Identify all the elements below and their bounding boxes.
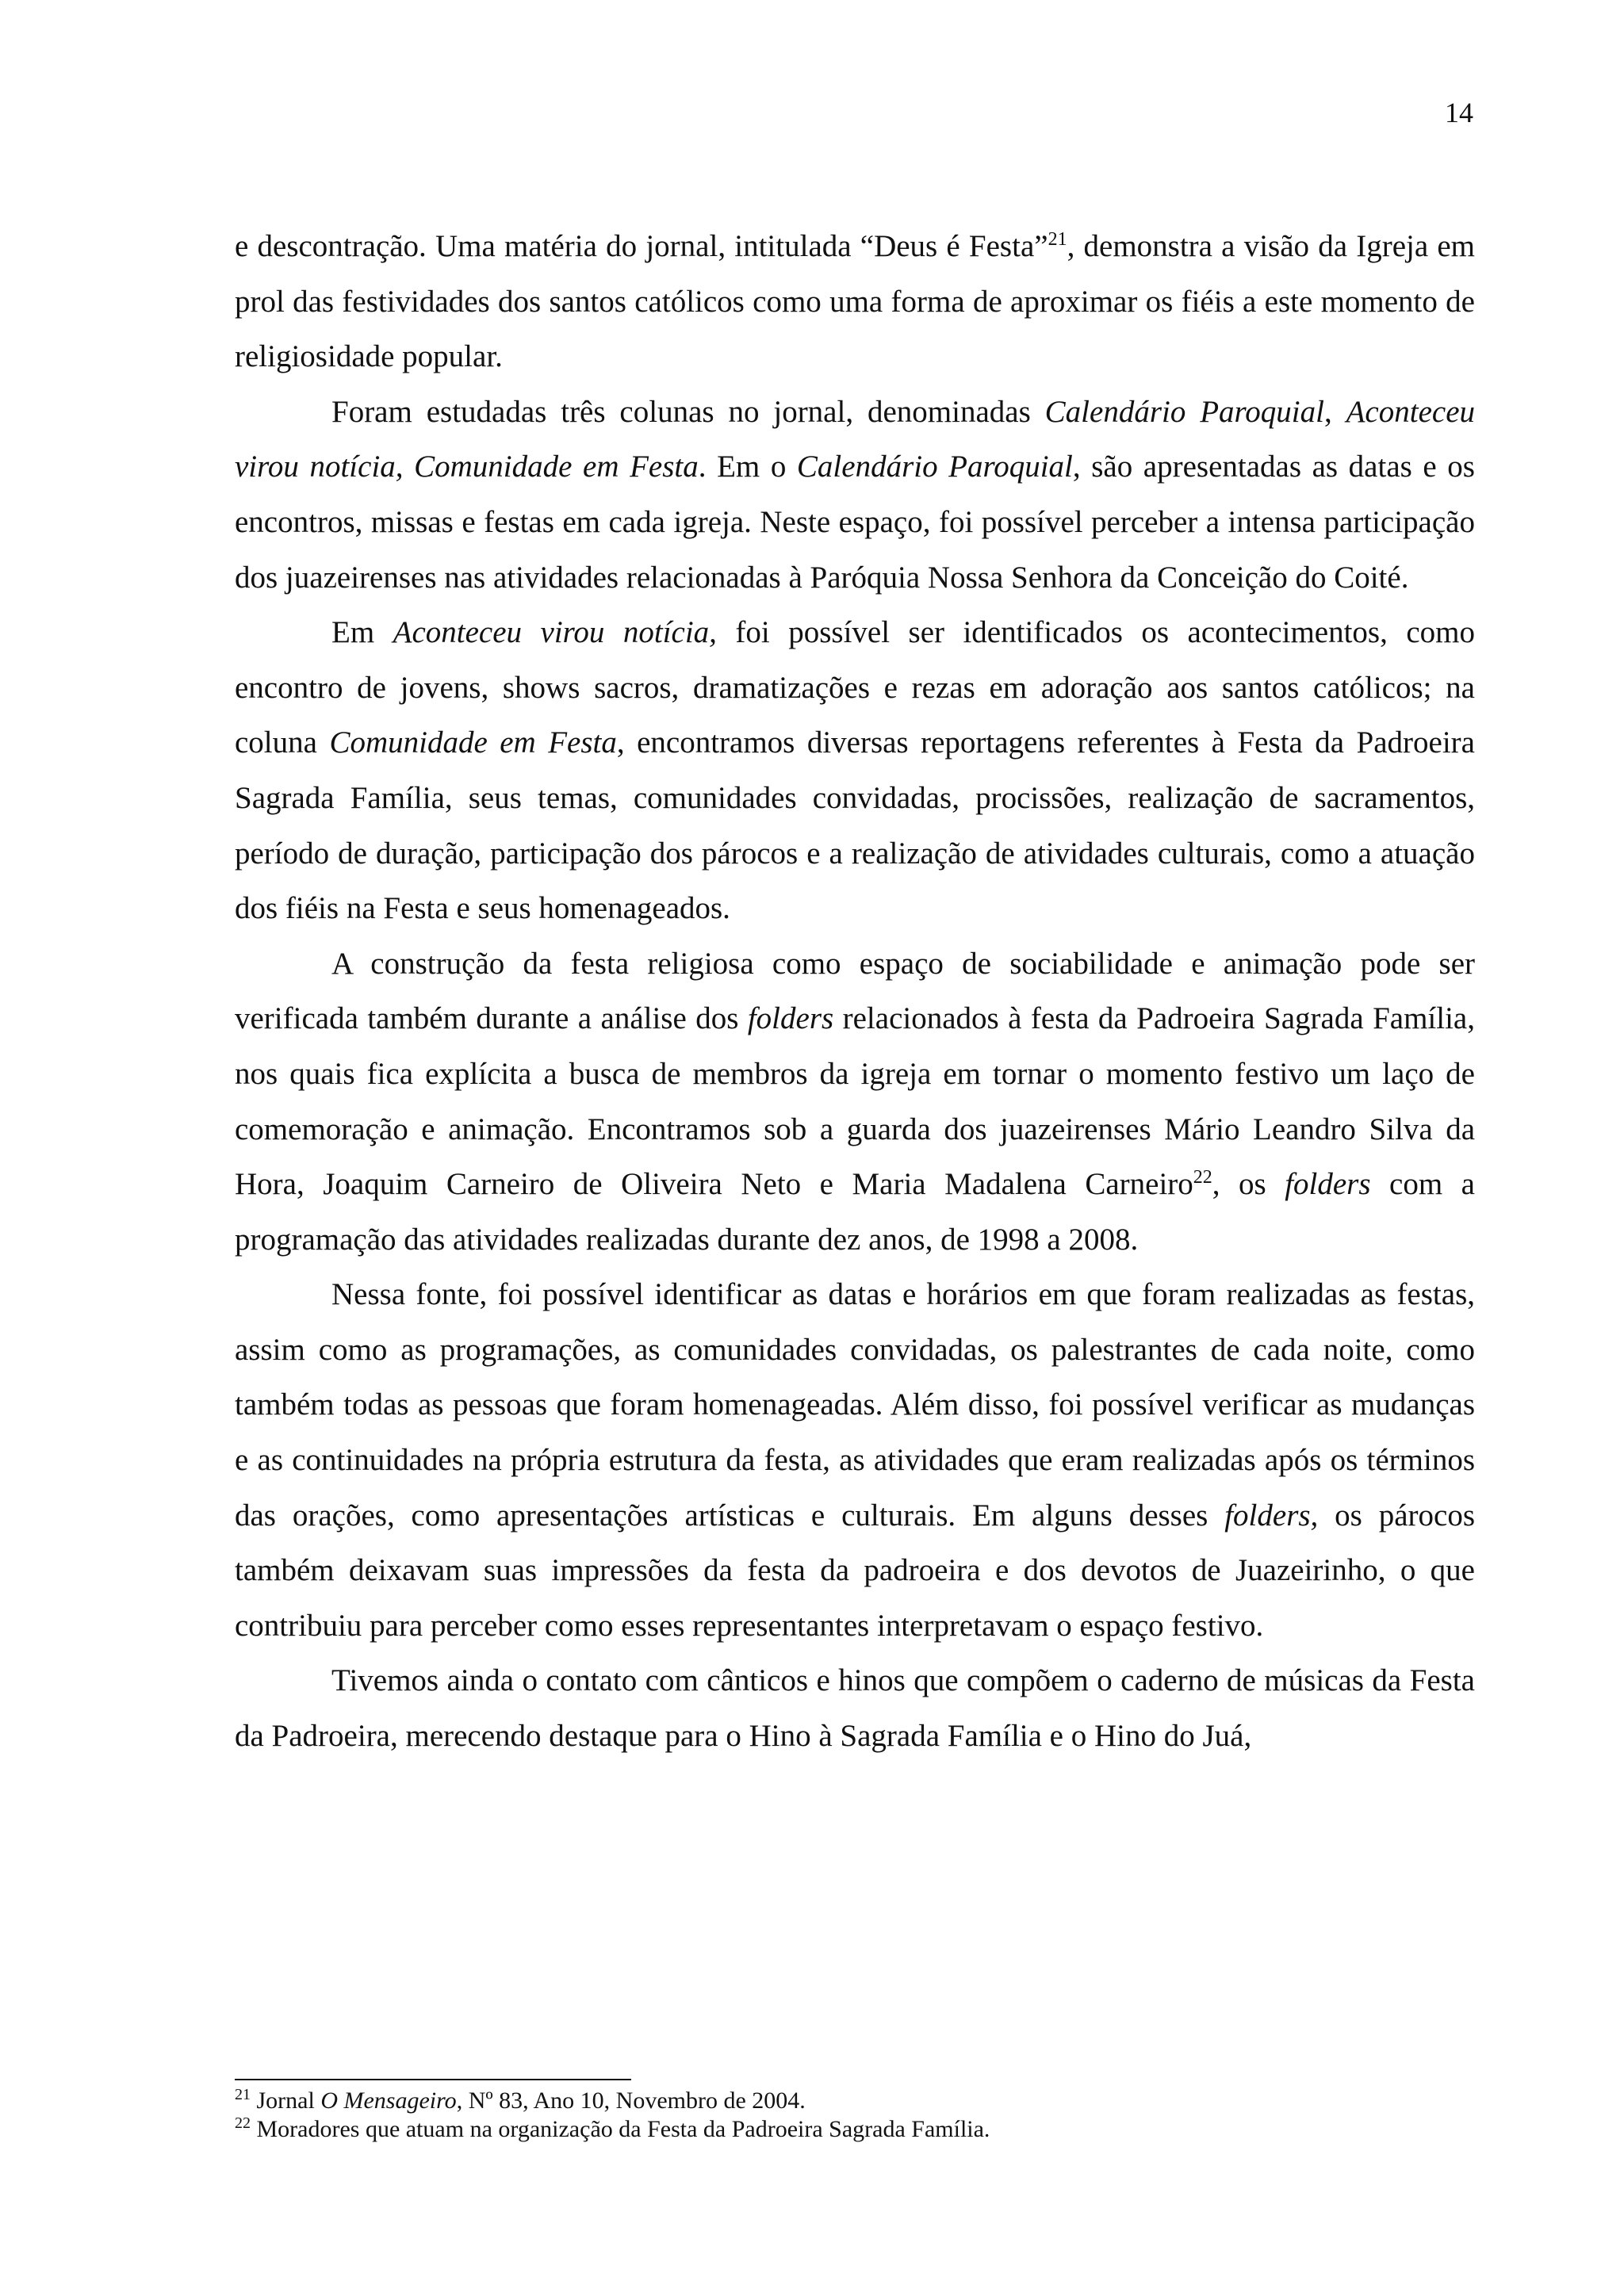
footnote-ref: 21 <box>235 2086 251 2103</box>
footnote-ref: 22 <box>235 2114 251 2132</box>
text-run: foi possível ser identificados os acontecimentos, como encontro de jovens, shows sacros, dramatizações e rezas em adoração aos santos católicos; na coluna <box>235 615 1475 760</box>
italic-text: Calendário Paroquial <box>1044 394 1324 429</box>
text-run: . Em o <box>698 450 797 484</box>
italic-text: folders, <box>1224 1498 1319 1533</box>
text-run: , os <box>1212 1167 1285 1202</box>
italic-text: folders <box>1285 1167 1371 1202</box>
paragraph <box>235 605 1475 936</box>
text-run: , encontramos diversas reportagens referentes à Festa da Padroeira Sagrada Família, seus temas, comunidades convidadas, procissões, realização de sacramentos, período de duração, participação dos párocos e a realização de atividades culturais, como a atuação dos fiéis na Festa e seus homenageados. <box>235 725 1475 926</box>
page-number: 14 <box>1445 97 1473 128</box>
paragraph <box>235 1653 1475 1763</box>
footnote-ref: 22 <box>1193 1167 1212 1188</box>
italic-text: Aconteceu virou notícia, Comunidade em Festa <box>235 394 1476 484</box>
italic-text: folders <box>747 1001 834 1036</box>
text-run: Jornal <box>251 2087 321 2114</box>
footnote-separator <box>235 2079 631 2080</box>
text-run: A construção da festa religiosa como espaço de sociabilidade e animação pode ser verificada também durante a análise dos <box>235 946 1475 1036</box>
italic-text: O Mensageiro <box>320 2087 457 2114</box>
text-run: Moradores que atuam na organização da Festa da Padroeira Sagrada Família. <box>251 2116 990 2142</box>
italic-text: Calendário Paroquial <box>796 450 1073 484</box>
text-run: Foram estudadas três colunas no jornal, denominadas <box>331 394 1045 429</box>
text-run: os párocos também deixavam suas impressões da festa da padroeira e dos devotos de Juazeirinho, o que contribuiu para perceber como esses representantes interpretavam o espaço festivo. <box>235 1498 1475 1643</box>
text-run: , <box>1323 394 1346 429</box>
text-run: Nessa fonte, foi possível identificar as datas e horários em que foram realizadas as festas, assim como as programações, as comunidades convidadas, os palestrantes de cada noite, como também todas as pessoas que foram homenageadas. Além disso, foi possível verificar as mudanças e as continuidades na própria estrutura da festa, as atividades que eram realizadas após os términos das orações, como apresentações artísticas e culturais. Em alguns desses <box>235 1277 1475 1533</box>
italic-text: Aconteceu virou notícia, <box>393 615 717 650</box>
footnotes <box>235 2087 1475 2144</box>
text-run: e descontração. Uma matéria do jornal, intitulada “Deus é Festa” <box>235 229 1048 263</box>
footnote-ref: 21 <box>1048 229 1067 250</box>
text-run: com a programação das atividades realizadas durante dez anos, de 1998 a 2008. <box>235 1167 1475 1257</box>
text-run: Tivemos ainda o contato com cânticos e hinos que compõem o caderno de músicas da Festa da Padroeira, merecendo destaque para o Hino à Sagrada Família e o Hino do Juá, <box>235 1663 1475 1754</box>
paragraph <box>235 385 1475 605</box>
text-run: Em <box>331 615 393 650</box>
paragraph <box>235 936 1475 1268</box>
footnote <box>235 2087 1475 2115</box>
text-run: relacionados à festa da Padroeira Sagrada Família, nos quais fica explícita a busca de membros da igreja em tornar o momento festivo um laço de comemoração e animação. Encontramos sob a guarda dos juazeirenses Mário Leandro Silva da Hora, Joaquim Carneiro de Oliveira Neto e Maria Madalena Carneiro <box>235 1001 1475 1202</box>
text-run: , são apresentadas as datas e os encontros, missas e festas em cada igreja. Neste espaço, foi possível perceber a intensa participação dos juazeirenses nas atividades relacionadas à Paróquia Nossa Senhora da Conceição do Coité. <box>235 450 1475 595</box>
body-text <box>235 219 1475 1764</box>
footnote <box>235 2115 1475 2144</box>
italic-text: Comunidade em Festa <box>329 725 617 760</box>
text-run: , demonstra a visão da Igreja em prol das festividades dos santos católicos como uma forma de aproximar os fiéis a este momento de religiosidade popular. <box>235 229 1476 374</box>
paragraph <box>235 1267 1475 1653</box>
text-run: , Nº 83, Ano 10, Novembro de 2004. <box>456 2087 806 2114</box>
paragraph <box>235 219 1475 385</box>
